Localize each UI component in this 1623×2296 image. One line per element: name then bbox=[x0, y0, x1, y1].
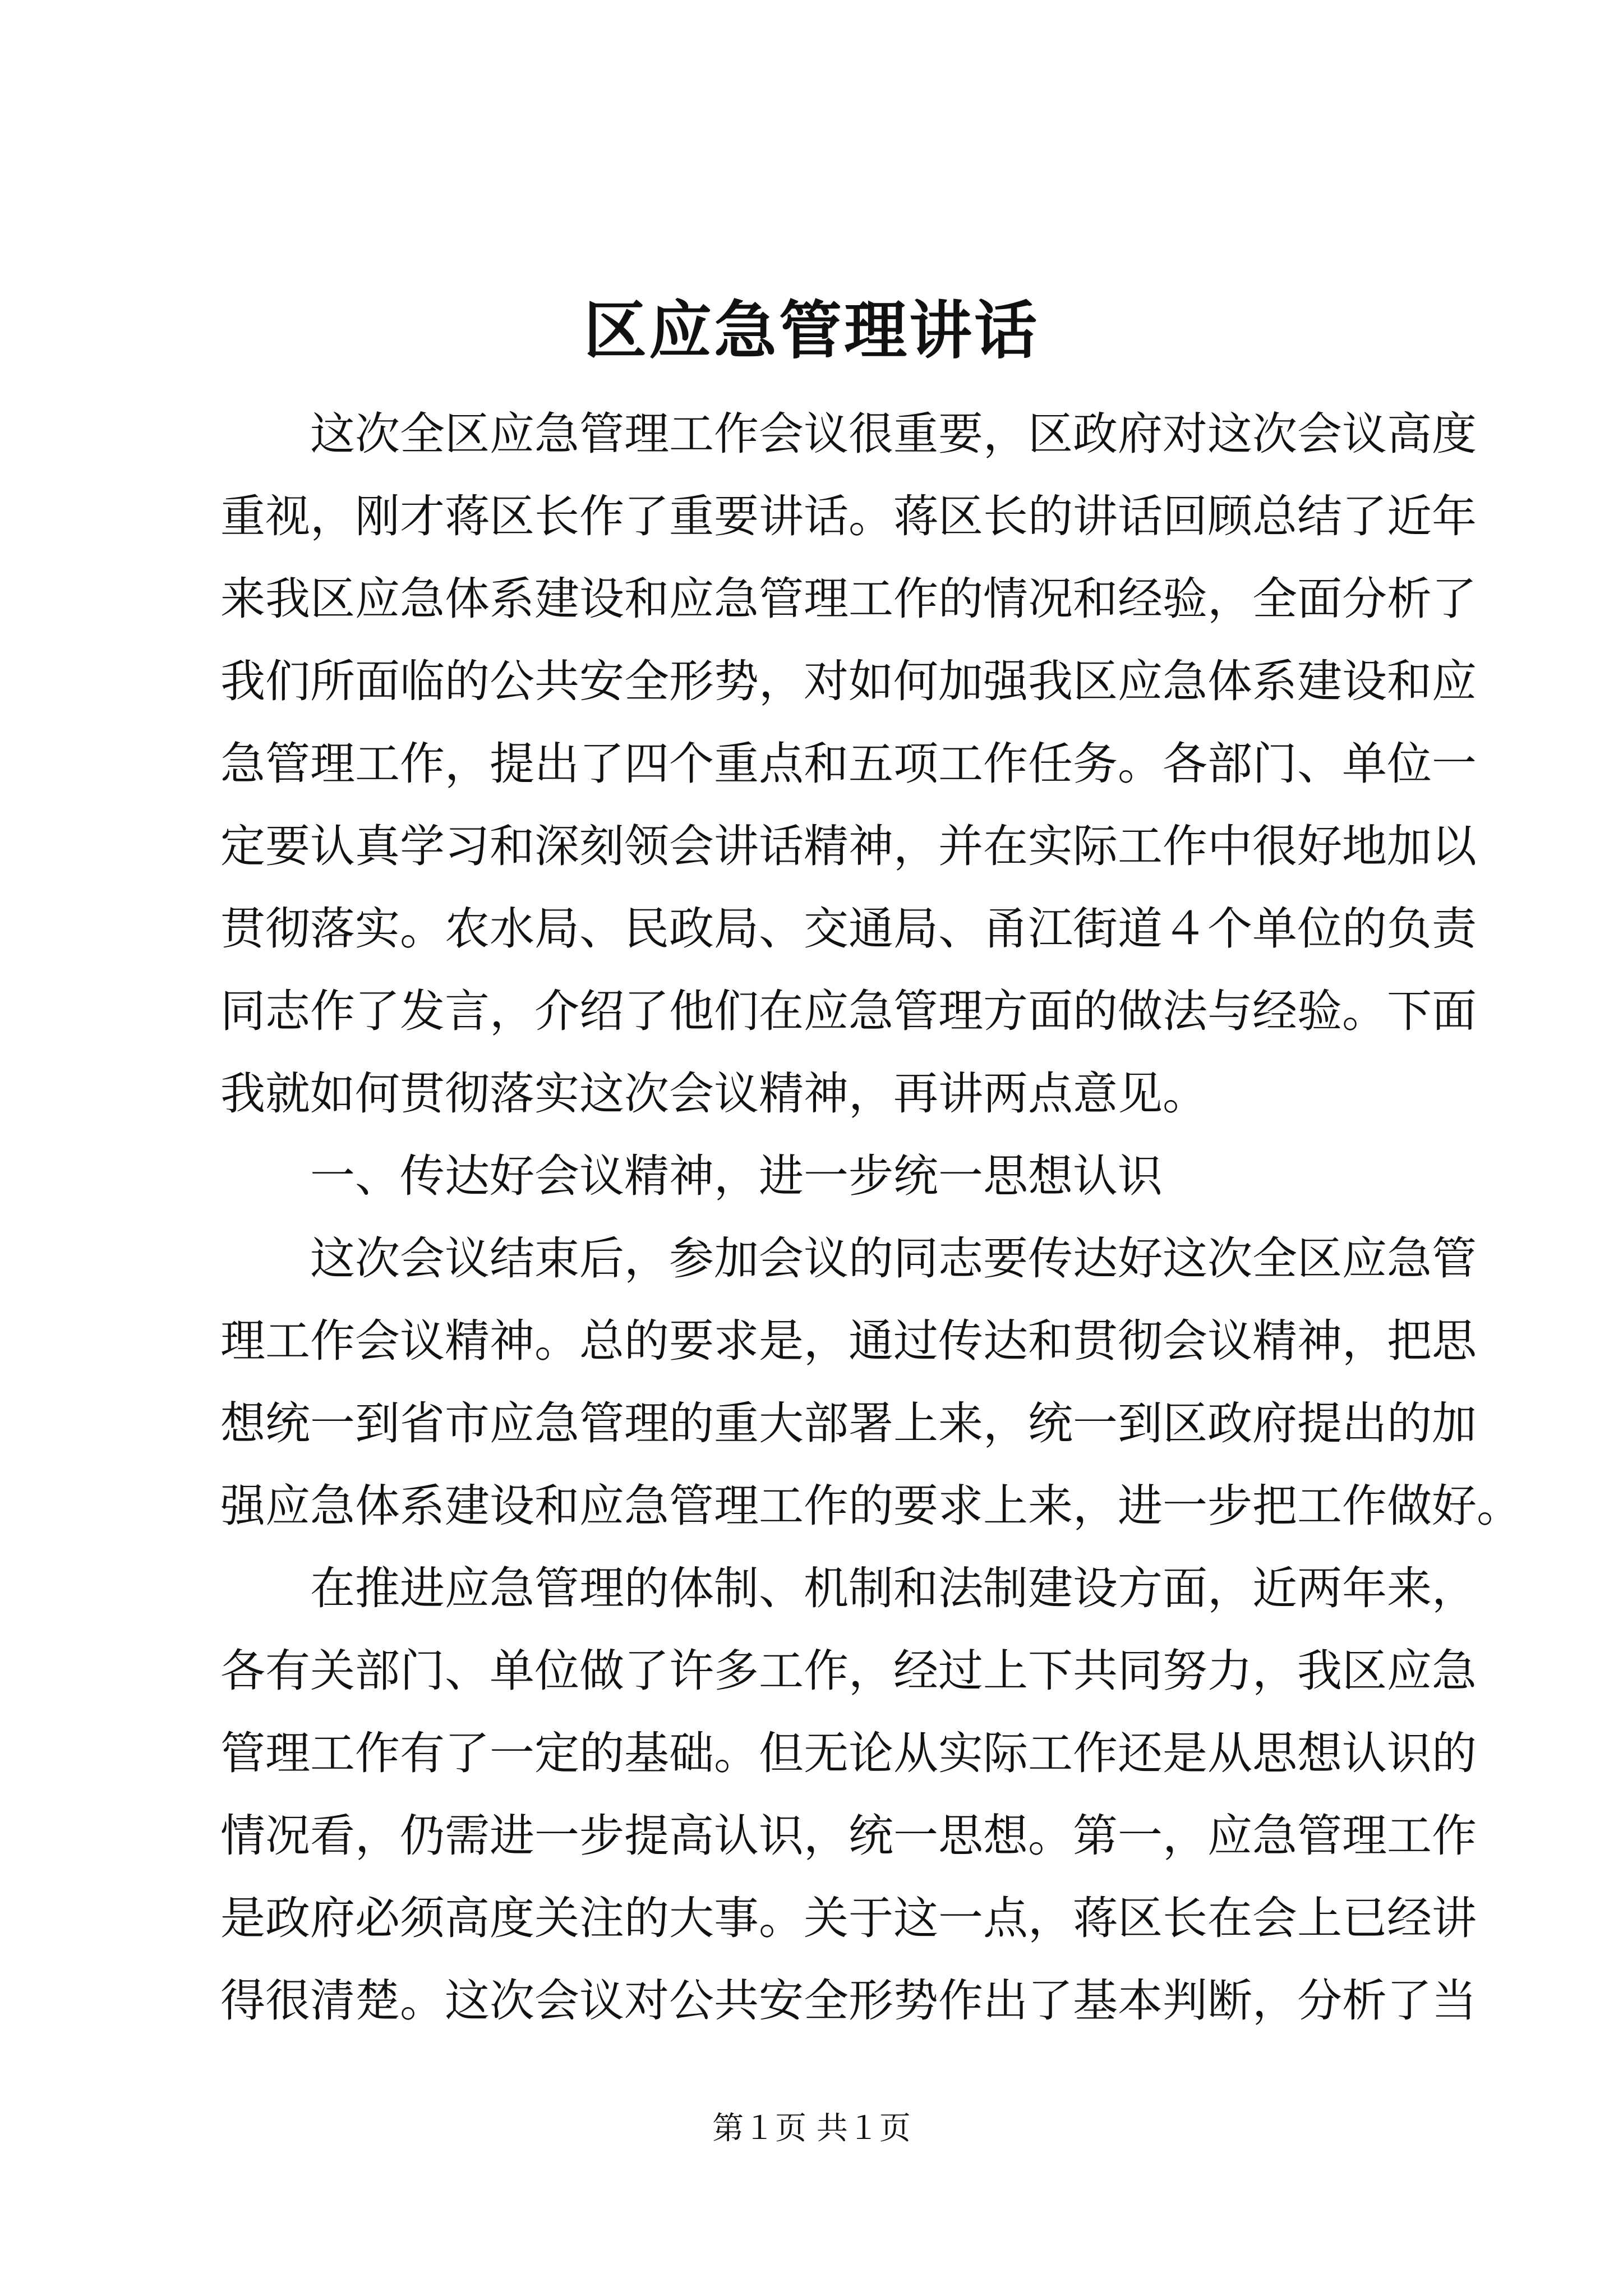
body-line: 这次全区应急管理工作会议很重要，区政府对这次会议高度 bbox=[310, 408, 1477, 460]
page-footer: 第１页 共１页 bbox=[712, 2110, 911, 2147]
body-line: 同志作了发言，介绍了他们在应急管理方面的做法与经验。下面 bbox=[220, 985, 1477, 1037]
body-line: 想统一到省市应急管理的重大部署上来，统一到区政府提出的加 bbox=[220, 1397, 1477, 1450]
body-line: 来我区应急体系建设和应急管理工作的情况和经验，全面分析了 bbox=[220, 573, 1477, 625]
body-line: 情况看，仍需进一步提高认识，统一思想。第一，应急管理工作 bbox=[220, 1810, 1477, 1862]
body-line: 各有关部门、单位做了许多工作，经过上下共同努力，我区应急 bbox=[220, 1645, 1477, 1697]
body-line: 这次会议结束后，参加会议的同志要传达好这次全区应急管 bbox=[310, 1232, 1477, 1285]
body-line: 强应急体系建设和应急管理工作的要求上来，进一步把工作做好。 bbox=[220, 1480, 1521, 1532]
body-line: 得很清楚。这次会议对公共安全形势作出了基本判断，分析了当 bbox=[220, 1975, 1477, 2027]
body-line: 急管理工作，提出了四个重点和五项工作任务。各部门、单位一 bbox=[220, 738, 1477, 790]
document-body bbox=[220, 393, 1521, 2042]
body-line: 是政府必须高度关注的大事。关于这一点，蒋区长在会上已经讲 bbox=[220, 1892, 1477, 1944]
body-line: 我就如何贯彻落实这次会议精神，再讲两点意见。 bbox=[220, 1068, 1207, 1120]
body-line: 我们所面临的公共安全形势，对如何加强我区应急体系建设和应 bbox=[220, 655, 1477, 707]
body-line: 一、传达好会议精神，进一步统一思想认识 bbox=[310, 1150, 1163, 1202]
document-title: 区应急管理讲话 bbox=[584, 294, 1039, 367]
body-line: 贯彻落实。农水局、民政局、交通局、甬江街道４个单位的负责 bbox=[220, 903, 1477, 955]
body-line: 定要认真学习和深刻领会讲话精神，并在实际工作中很好地加以 bbox=[220, 820, 1477, 872]
body-line: 管理工作有了一定的基础。但无论从实际工作还是从思想认识的 bbox=[220, 1727, 1477, 1779]
body-line: 重视，刚才蒋区长作了重要讲话。蒋区长的讲话回顾总结了近年 bbox=[220, 490, 1477, 542]
body-line: 在推进应急管理的体制、机制和法制建设方面，近两年来， bbox=[310, 1562, 1477, 1614]
body-line: 理工作会议精神。总的要求是，通过传达和贯彻会议精神，把思 bbox=[220, 1315, 1477, 1367]
